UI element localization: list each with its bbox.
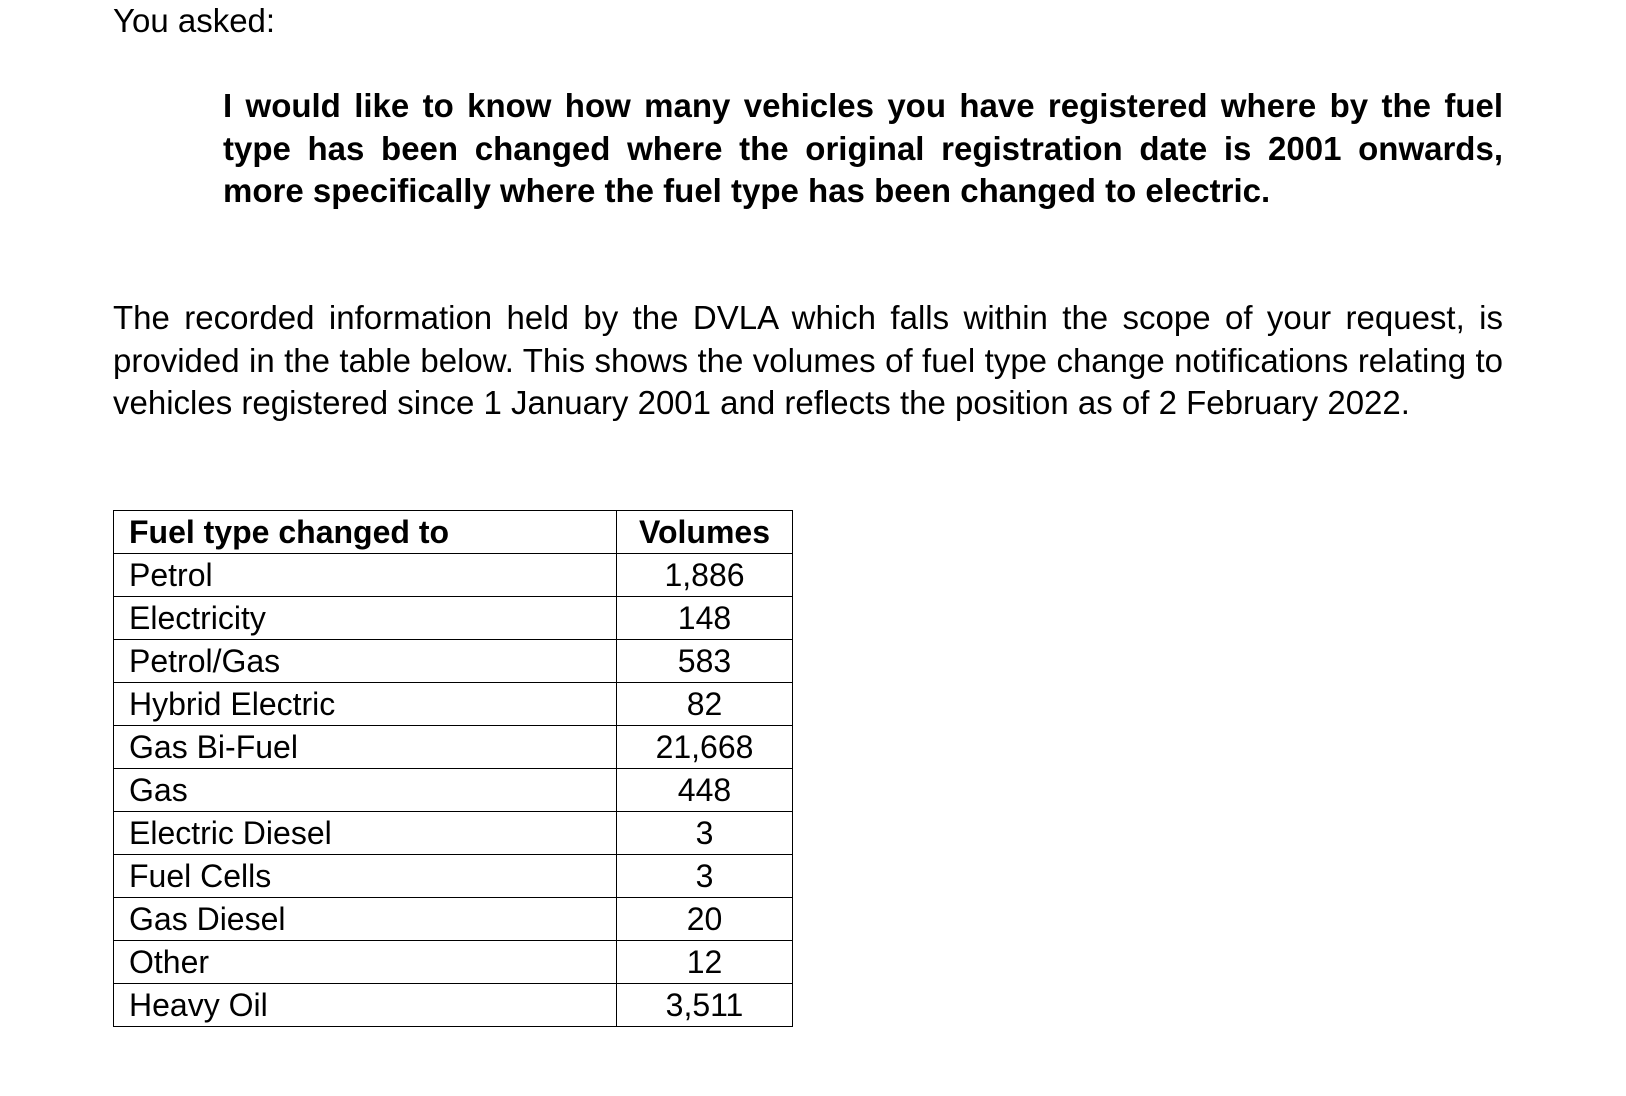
header-volumes: Volumes	[617, 511, 793, 554]
fuel-type-cell: Electric Diesel	[114, 812, 617, 855]
table-row	[114, 683, 793, 726]
table-row	[114, 984, 793, 1027]
response-paragraph: The recorded information held by the DVLA which falls within the scope of your request, is provided in the table below. This shows the volumes of fuel type change notifications relating to vehicles registered since 1 January 2001 and reflects the position as of 2 February 2022.	[113, 299, 1503, 421]
table-row	[114, 597, 793, 640]
table-row	[114, 640, 793, 683]
table-row	[114, 941, 793, 984]
table-row	[114, 726, 793, 769]
header-fuel-type: Fuel type changed to	[114, 511, 617, 554]
volume-cell: 583	[617, 640, 793, 683]
fuel-type-cell: Gas Bi-Fuel	[114, 726, 617, 769]
table-row	[114, 855, 793, 898]
request-quote: I would like to know how many vehicles you have registered where by the fuel type has been changed where the original registration date is 2001 onwards, more specifically where the fuel type has been changed to electric.	[223, 87, 1503, 209]
volume-cell: 448	[617, 769, 793, 812]
fuel-type-cell: Gas Diesel	[114, 898, 617, 941]
table-row	[114, 769, 793, 812]
volume-cell: 12	[617, 941, 793, 984]
fuel-type-cell: Heavy Oil	[114, 984, 617, 1027]
intro-label: You asked:	[113, 2, 276, 39]
table-row	[114, 898, 793, 941]
fuel-type-cell: Hybrid Electric	[114, 683, 617, 726]
volume-cell: 21,668	[617, 726, 793, 769]
table-header-row	[114, 511, 793, 554]
volume-cell: 3	[617, 855, 793, 898]
fuel-type-cell: Other	[114, 941, 617, 984]
volume-cell: 3	[617, 812, 793, 855]
volume-cell: 20	[617, 898, 793, 941]
fuel-type-cell: Petrol/Gas	[114, 640, 617, 683]
volume-cell: 3,511	[617, 984, 793, 1027]
table-row	[114, 554, 793, 597]
volume-cell: 148	[617, 597, 793, 640]
table-row	[114, 812, 793, 855]
fuel-type-cell: Petrol	[114, 554, 617, 597]
fuel-type-table	[113, 510, 793, 1027]
volume-cell: 1,886	[617, 554, 793, 597]
fuel-type-cell: Gas	[114, 769, 617, 812]
volume-cell: 82	[617, 683, 793, 726]
fuel-type-cell: Electricity	[114, 597, 617, 640]
fuel-type-cell: Fuel Cells	[114, 855, 617, 898]
